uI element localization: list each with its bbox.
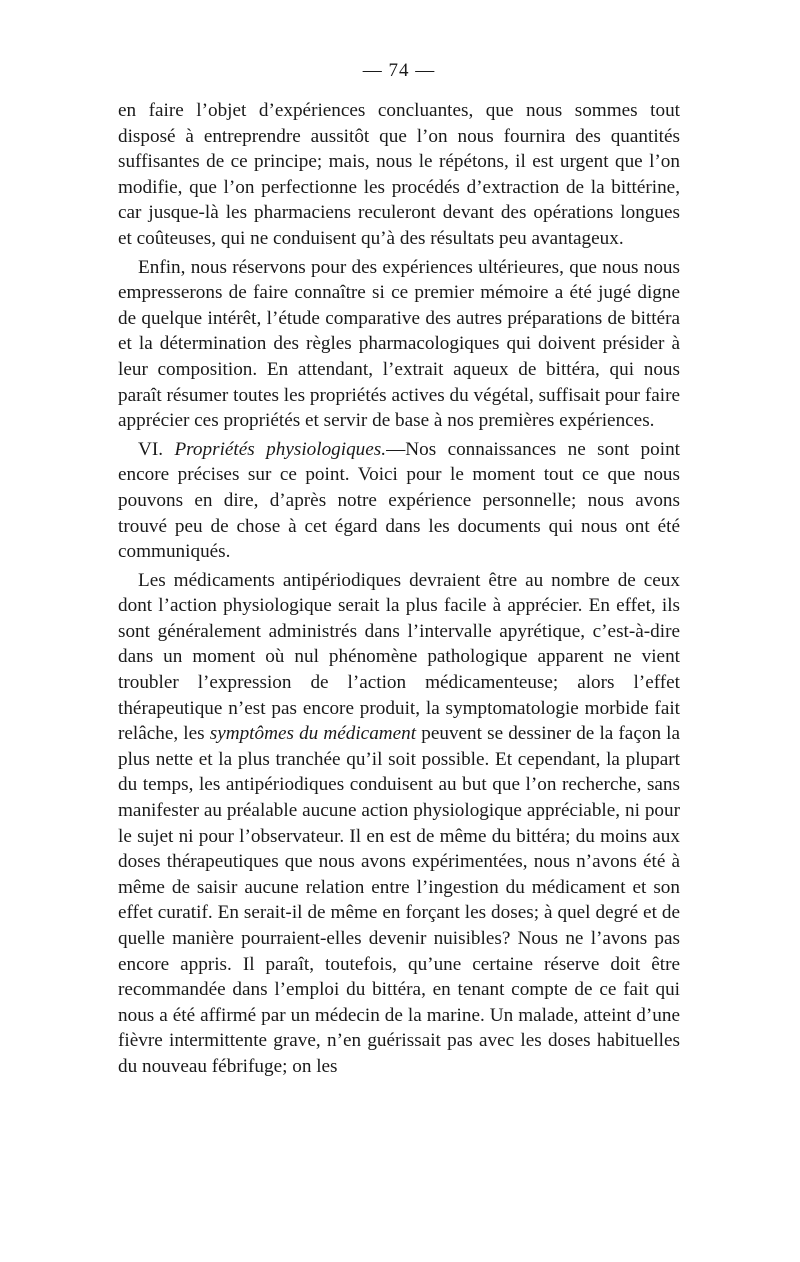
- paragraph-text-after: peuvent se dessiner de la façon la plus nette et la plus tranchée qu’il soit possible. Et cependant, la plupart du temps, les antipériodiques conduisent au but que l’on recherche, sans manifester au préalable aucune action physiologique appréciable, ni pour le sujet ni pour l’observateur. Il en est de même du bittéra; du moins aux doses thérapeutiques que nous avons expérimentées, nous n’avons été à même de saisir aucune relation entre l’ingestion du médicament et son effet curatif. En serait-il de même en forçant les doses; à quel degré et de quelle manière pourraient-elles devenir nuisibles? Nous ne l’avons pas encore appris. Il paraît, toutefois, qu’une certaine réserve doit être recommandée dans l’emploi du bittéra, en tenant compte de ce fait qui nous a été affirmé par un médecin de la marine. Un malade, atteint d’une fièvre intermittente grave, n’en guérissait pas avec les doses habituelles du nouveau fébrifuge; on les: [118, 723, 681, 1077]
- paragraph-text-before: Les médicaments antipériodiques devraient être au nombre de ceux dont l’action physiologique serait la plus facile à apprécier. En effet, ils sont généralement administrés dans l’intervalle apyrétique, c’est-à-dire dans un moment où nul phénomène pathologique apparent ne vient troubler l’expression de l’action médicamenteuse; alors l’effet thérapeutique n’est pas encore produit, la symptomatologie morbide fait relâche, les: [118, 569, 680, 745]
- page-number: — 74 —: [362, 60, 436, 81]
- paragraph-section-vi: [118, 437, 680, 565]
- section-number: VI.: [138, 438, 175, 460]
- book-page: [118, 58, 680, 1080]
- section-intro-text: —Nos connaissances ne sont point encore précises sur ce point. Voici pour le moment tout ce que nous pouvons en dire, d’après notre expérience personnelle; nous avons trouvé peu de chose à cet égard dans les documents qui nous ont été communiqués.: [118, 438, 680, 563]
- emphasized-phrase: symptômes du médicament: [209, 723, 417, 745]
- paragraph-bitterine-extraction: en faire l’objet d’expériences concluantes, que nous sommes tout disposé à entreprendre aussitôt que l’on nous fournira des quantités suffisantes de ce principe; mais, nous le répétons, il est urgent que l’on modifie, que l’on perfectionne les procédés d’extraction de la bittérine, car jusque-là les pharmaciens reculeront devant des opérations longues et coûteuses, qui ne conduisent qu’à des résultats peu avantageux.: [118, 100, 680, 249]
- paragraph-further-experiments: Enfin, nous réservons pour des expériences ultérieures, que nous nous empresserons de faire connaître si ce premier mémoire a été jugé digne de quelque intérêt, l’étude comparative des autres préparations de bittéra et la détermination des règles pharmacologiques qui doivent présider à leur composition. En attendant, l’extrait aqueux de bittéra, qui nous paraît résumer toutes les propriétés actives du végétal, suffisait pour faire apprécier ces propriétés et servir de base à nos premières expériences.: [118, 256, 680, 432]
- section-heading: Propriétés physiologiques.: [174, 438, 387, 460]
- paragraph-antiperiodic-medicines: [118, 568, 680, 1080]
